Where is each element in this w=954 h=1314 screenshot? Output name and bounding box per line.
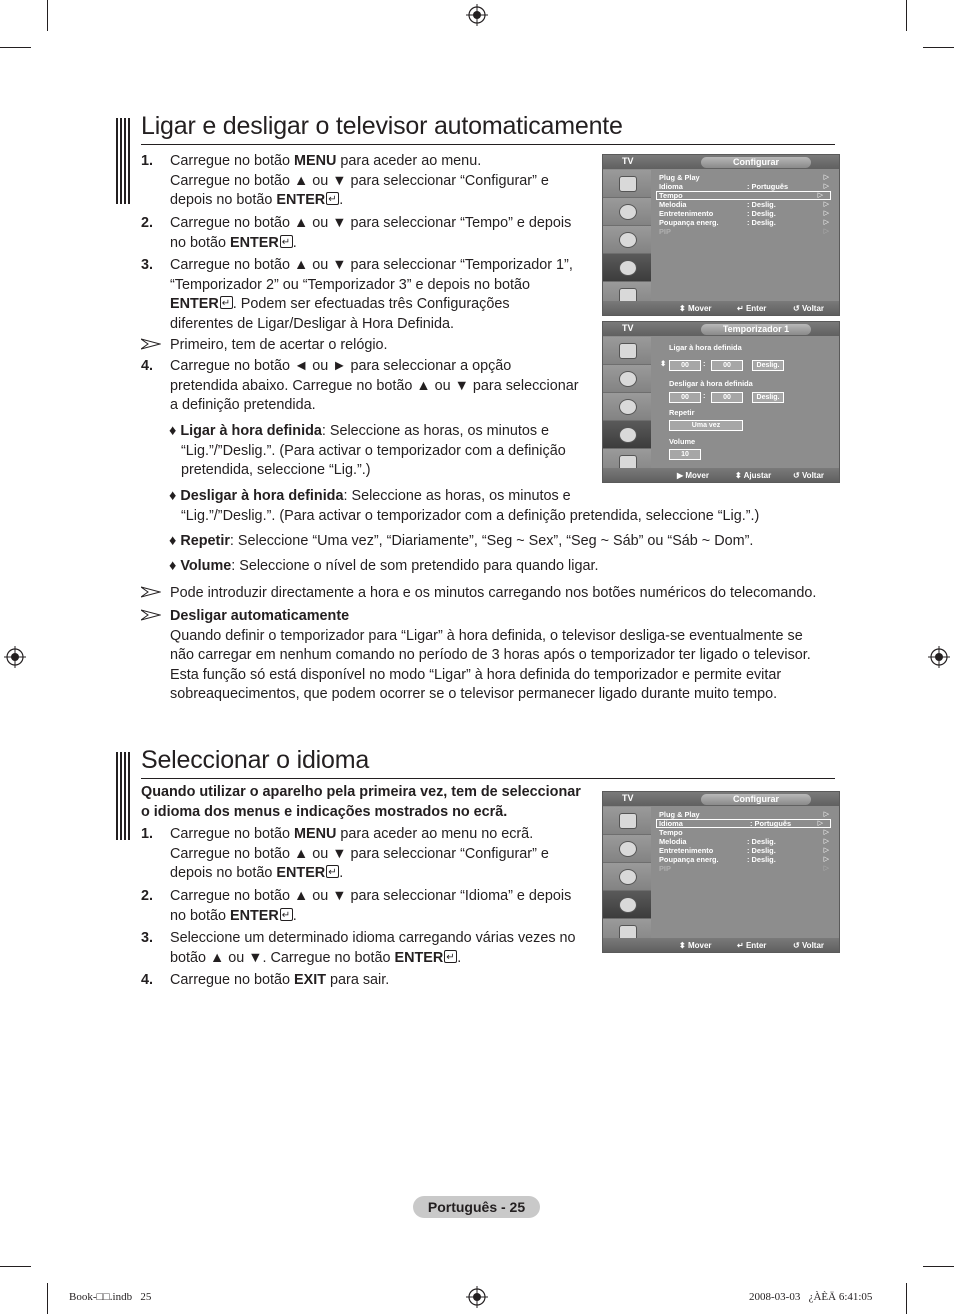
menu-row[interactable]: Entretenimento : Deslig. ▷ (659, 209, 829, 218)
intro-text: Quando utilizar o aparelho pela primeira vez, tem de seleccionar o idioma dos menus e indicações mostrados no ecrã. (141, 784, 581, 820)
menu-title: Configurar (701, 157, 811, 168)
bullet-item: ♦ Volume: Seleccione o nível de som pretendido para quando ligar. (169, 558, 599, 574)
note-arrow-icon (141, 586, 161, 598)
crop-mark (906, 0, 907, 31)
off-time-label: Desligar à hora definida (669, 379, 753, 388)
enter-icon (280, 908, 293, 921)
off-state-field[interactable]: Deslig. (752, 392, 784, 403)
page-number-badge: Português - 25 (413, 1196, 540, 1218)
on-minute-field[interactable]: 00 (711, 360, 743, 371)
crop-mark (47, 1283, 48, 1314)
time-colon: : (703, 391, 706, 400)
step-text: Carregue no botão ▲ ou ▼ para seleccionar “Tempo” e depois no botão ENTER↵ . (170, 214, 595, 253)
step-text: Carregue no botão ▲ ou ▼ para seleccionar “Idioma” e depois no botão ENTER↵ . (170, 887, 600, 926)
up-down-icon: ⬍ (660, 359, 667, 368)
menu-row[interactable]: Poupança energ. : Deslig. ▷ (659, 218, 829, 227)
menu-row[interactable]: Melodia : Deslig. ▷ (659, 200, 829, 209)
menu-row[interactable]: Plug & Play ▷ (659, 810, 829, 819)
crop-mark (923, 1266, 954, 1267)
repeat-field[interactable]: Uma vez (669, 420, 743, 431)
volume-label: Volume (669, 437, 696, 446)
bullet-item: ♦ Ligar à hora definida: Seleccione as horas, os minutos e “Lig.”/”Deslig.”. (Para activar o temporizador com a definição pretendida, seleccione “Lig.”.) (169, 423, 566, 478)
crop-mark (47, 0, 48, 31)
time-colon: : (703, 359, 706, 368)
section-bar (116, 752, 132, 840)
on-hour-field[interactable]: 00 (669, 360, 701, 371)
channel-icon (603, 226, 651, 254)
step-number: 2. (141, 888, 154, 904)
on-state-field[interactable]: Deslig. (752, 360, 784, 371)
step-number: 3. (141, 930, 154, 946)
note-arrow-icon (141, 609, 161, 621)
crop-mark (923, 47, 954, 48)
section-bar (116, 118, 132, 204)
step-number: 4. (141, 972, 154, 988)
note-text: Pode introduzir directamente a hora e os minutos carregando nos botões numéricos do telecomando. (170, 585, 817, 601)
menu-row[interactable]: Melodia : Deslig. ▷ (659, 837, 829, 846)
menu-row-selected[interactable]: Tempo ▷ (656, 191, 831, 200)
footer-file-slug: Book-□□.indb 25 (69, 1291, 152, 1303)
tv-label: TV (622, 156, 634, 166)
section-rule (141, 144, 835, 145)
enter-icon (280, 235, 293, 248)
return-hint: ↺ Voltar (793, 471, 825, 480)
step-number: 1. (141, 826, 154, 842)
move-hint: ⬍ Mover (679, 941, 712, 950)
enter-icon (326, 192, 339, 205)
enter-icon (326, 865, 339, 878)
crop-mark (0, 1266, 31, 1267)
menu-row[interactable]: Idioma : Português ▷ (659, 182, 829, 191)
setup-gear-icon (603, 254, 651, 282)
step-text: Seleccione um determinado idioma carregando várias vezes no botão ▲ ou ▼. Carregue no botão ENTER↵ . (170, 929, 600, 968)
sound-icon (603, 198, 651, 226)
menu-row: PIP ▷ (659, 227, 829, 236)
off-minute-field[interactable]: 00 (711, 392, 743, 403)
registration-mark-icon (4, 646, 26, 668)
step-number: 4. (141, 358, 154, 374)
sound-icon (603, 365, 651, 393)
note-text: Primeiro, tem de acertar o relógio. (170, 337, 388, 353)
step-number: 2. (141, 215, 154, 231)
volume-field[interactable]: 10 (669, 449, 701, 460)
registration-mark-icon (466, 4, 488, 26)
step-text: Carregue no botão MENU para aceder ao menu no ecrã. Carregue no botão ▲ ou ▼ para seleccionar “Configurar” e depois no botão ENTER↵ . (170, 825, 600, 884)
note-arrow-icon (141, 338, 161, 350)
sound-icon (603, 835, 651, 863)
channel-icon (603, 863, 651, 891)
tv-menu-configurar (602, 154, 840, 316)
note-text: Desligar automaticamente Quando definir o temporizador para “Ligar” à hora definida, o televisor desliga-se eventualmente se não carregar em nenhum comando no período de 3 horas após o temporizador ter ligado o televisor. Esta função só está disponível no modo “Ligar” à hora definida do temporizador e permite evitar sobreaquecimentos, que podem ocorrer se o televisor permanecer ligado durante muito tempo. (170, 608, 811, 702)
step-text: Carregue no botão EXIT para sair. (170, 972, 390, 988)
step-text: Carregue no botão MENU para aceder ao menu. Carregue no botão ▲ ou ▼ para seleccionar “Configurar” e depois no botão ENTER↵ . (170, 152, 595, 211)
picture-icon (603, 337, 651, 365)
tv-label: TV (622, 323, 634, 333)
adjust-hint: ⬍ Ajustar (735, 471, 772, 480)
tv-label: TV (622, 793, 634, 803)
setup-gear-icon (603, 891, 651, 919)
enter-hint: ↵ Enter (737, 304, 767, 313)
return-hint: ↺ Voltar (793, 304, 825, 313)
menu-row[interactable]: Poupança energ. : Deslig. ▷ (659, 855, 829, 864)
registration-mark-icon (928, 646, 950, 668)
menu-row: PIP ▷ (659, 864, 829, 873)
move-hint: ▶ Mover (677, 471, 709, 480)
section-rule (141, 778, 835, 779)
footer-timestamp: 2008-03-03 ¿ÀÈÄ 6:41:05 (749, 1291, 873, 1303)
step-text: Carregue no botão ▲ ou ▼ para seleccionar “Temporizador 1”, “Temporizador 2” ou “Temporizador 3” e depois no botão ENTER↵ . Podem ser efectuadas três Configurações diferentes de Ligar/Desligar à Hora Definida. (170, 256, 595, 334)
return-hint: ↺ Voltar (793, 941, 825, 950)
menu-title: Temporizador 1 (701, 324, 811, 335)
menu-row[interactable]: Entretenimento : Deslig. ▷ (659, 846, 829, 855)
move-hint: ⬍ Mover (679, 304, 712, 313)
section-title: Ligar e desligar o televisor automaticamente (141, 112, 623, 140)
on-time-label: Ligar à hora definida (669, 343, 742, 352)
bullet-item: ♦ Desligar à hora definida: Seleccione as horas, os minutos e “Lig.”/”Deslig.”. (Para activar o temporizador com a definição pretendida, seleccione “Lig.”.) (169, 488, 760, 524)
tv-menu-configurar-idioma (602, 791, 840, 953)
bullet-item: ♦ Repetir: Seleccione “Uma vez”, “Diariamente”, “Seg ~ Sex”, “Seg ~ Sáb” ou “Sáb ~ Dom”. (169, 533, 754, 549)
enter-icon (444, 950, 457, 963)
tv-menu-timer (602, 321, 840, 483)
picture-icon (603, 170, 651, 198)
menu-row[interactable]: Plug & Play ▷ (659, 173, 829, 182)
section-title: Seleccionar o idioma (141, 746, 370, 774)
enter-hint: ↵ Enter (737, 941, 767, 950)
repeat-label: Repetir (669, 408, 695, 417)
step-number: 1. (141, 153, 154, 169)
crop-mark (0, 47, 31, 48)
step-number: 3. (141, 257, 154, 273)
channel-icon (603, 393, 651, 421)
menu-row[interactable]: Tempo ▷ (659, 828, 829, 837)
off-hour-field[interactable]: 00 (669, 392, 701, 403)
registration-mark-icon (466, 1286, 488, 1308)
menu-title: Configurar (701, 794, 811, 805)
crop-mark (906, 1283, 907, 1314)
menu-row-selected[interactable]: Idioma : Português ▷ (656, 819, 831, 828)
picture-icon (603, 807, 651, 835)
enter-icon (220, 296, 233, 309)
step-text: Carregue no botão ◄ ou ► para seleccionar a opção pretendida abaixo. Carregue no botão ▲ ou ▼ para seleccionar a definição pretendida. (170, 358, 579, 413)
setup-gear-icon (603, 421, 651, 449)
